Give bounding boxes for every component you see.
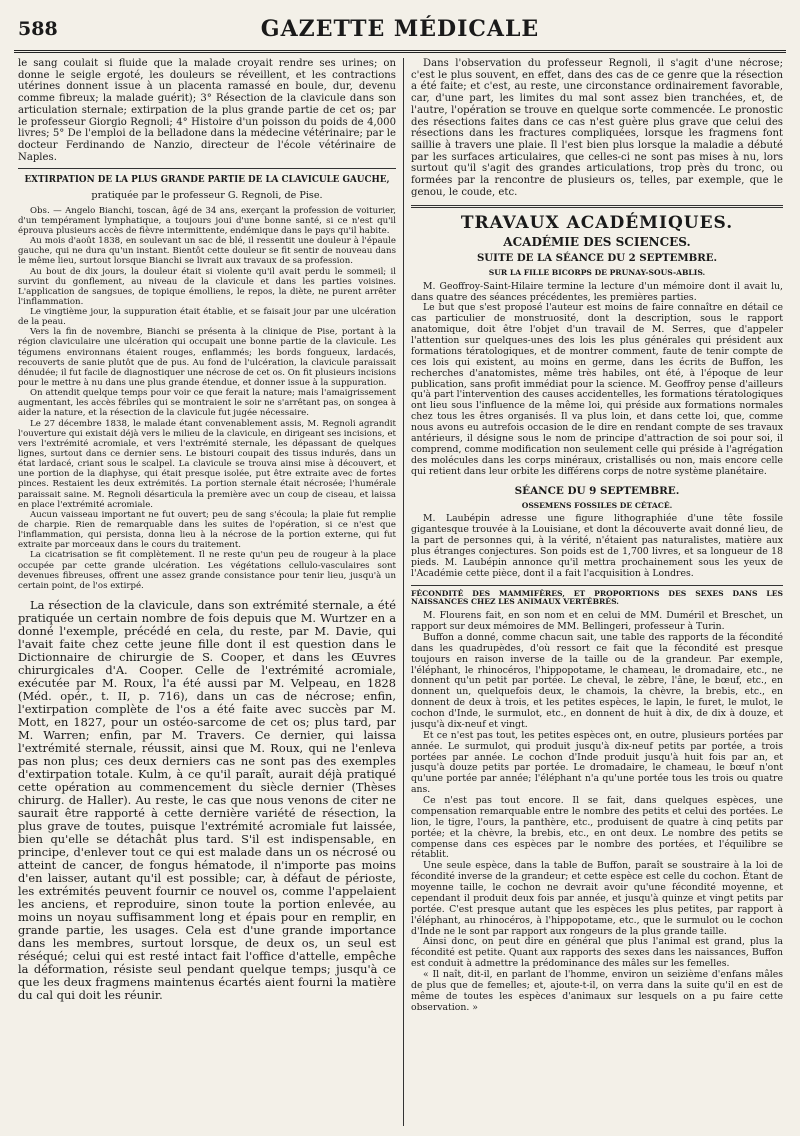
obs-paragraph: Aucun vaisseau important ne fut ouvert; peu de sang s'écoula; la plaie fut remplie de charpie. Rien de remarquable dans les suites de l'opération, si ce n'est que l'inflammation, qui persista, donna lieu à la nécrose de la portion externe, qui fut extraite par morceaux dans le cours du traitement.: [18, 509, 396, 551]
obs-paragraph: Au mois d'août 1838, en soulevant un sac de blé, il ressentit une douleur à l'épaule gauche, qui ne dura qu'un instant. Bientôt cette douleur se fit sentir de nouveau dans le même lieu, surtout lorsque Bianchi se livrait aux travaux de sa profession.: [18, 236, 396, 267]
right-column: [411, 58, 783, 1130]
commentary-paragraph: La résection de la clavicule, dans son extrémité sternale, a été pratiquée un certain nombre de fois depuis que M. Wurtzer en a donné l'exemple, précédé en cela, du reste, par M. Davie, qui l'avait faite chez cette jeune fille dont il est question dans le Dictionnaire de chirurgie de S. Cooper, et dans les Œuvres chirurgicales d'A. Cooper. Celle de l'extrémité acromiale, exécutée par M. Roux, l'a été aussi par M. Velpeau, en 1828 (Méd. opér., t. II, p. 716), dans un cas de nécrose; enfin, l'extirpation complète de l'os a été faite avec succès par M. Mott, en 1827, pour un ostéo-sarcome de cet os; plus tard, par M. Warren; enfin, par M. Travers. Ce dernier, qui laissa l'extrémité sternale, réussit, ainsi que M. Roux, qui ne l'enleva pas non plus; ces deux derniers cas ne sont pas des exemples d'extirpation totale. Kulm, à ce qu'il paraît, aurait déjà pratiqué cette opération au commencement du siècle dernier (Thèses chirurg. de Haller). Au reste, le cas que nous venons de citer ne saurait être rapporté à cette dernière variété de résection, la plus grave de toutes, puisque l'extrémité acromiale fut laissée, bien qu'elle se détachât plus tard. S'il est indispensable, en principe, d'enlever tout ce qui est malade dans un os nécrosé ou atteint de cancer, de fongus hématode, il n'importe pas moins d'en laisser, autant qu'il est possible; car, à défaut de périoste, les extrémités peuvent fournir ce nouvel os, comme l'appelaient les anciens, et reproduire, sinon toute la portion enlevée, au moins un noyau suffisamment long et épais pour en remplir, en grande partie, les usages. Cela est d'une grande importance dans les membres, surtout lorsque, de deux os, un seul est réséqué; celui qui est resté intact fait l'office d'attelle, empêche la déformation, résiste seul pendant quelque temps; jusqu'à ce que les deux fragmens maintenus écartés aient fourni la matière du cal qui doit les réunir.: [18, 598, 396, 1002]
section-rule: [18, 168, 396, 169]
page-number: 588: [18, 18, 58, 40]
report-paragraph: « Il naît, dit-il, en parlant de l'homme, environ un seizième d'enfans mâles de plus que de femelles; et, ajoute-t-il, on verra dans la suite qu'il en est de même de toutes les espèces d'animaux sur lesquels on a pu faire cette observation. »: [411, 969, 783, 1013]
journal-title: GAZETTE MÉDICALE: [260, 16, 540, 42]
obs-paragraph: Au bout de dix jours, la douleur était si violente qu'il avait perdu le sommeil; il survint du gonflement, au niveau de la clavicule et dans les parties voisines. L'application de sangsues, de topique émolliens, le repos, la diète, ne purent arrêter l'inflammation.: [18, 266, 396, 307]
academy-works-title: TRAVAUX ACADÉMIQUES.: [460, 213, 734, 234]
topic-rule: [411, 585, 783, 586]
seance-heading: SUITE DE LA SÉANCE DU 2 SEPTEMBRE.: [476, 252, 718, 265]
report-paragraph: Une seule espèce, dans la table de Buffon, paraît se soustraire à la loi de fécondité inverse de la grandeur; et cette espèce est celle du cochon. Étant de moyenne taille, le cochon ne devrait avoir qu'une fécondité moyenne, et cependant il produit deux fois par année, et jusqu'à quinze et vingt petits par portée. C'est presque autant que les espèces les plus petites, par rapport à l'éléphant, au rhinocéros, à l'hippopotame, etc., que le surmulot ou le cochon d'Inde ne le sont par rapport aux rongeurs de la plus grande taille.: [411, 860, 783, 937]
obs-paragraph: Le 27 décembre 1838, le malade étant convenablement assis, M. Regnoli agrandit l'ouverture qui existait déjà vers le milieu de la clavicule, en dirigeant ses incisions, et vers l'extrémité acromiale, et vers l'extrémité sternale, les dépassant de quelques lignes, surtout dans ce dernier sens. Le bistouri coupait des tissus indurés, dans un état lardacé, criant sous le scalpel. La clavicule se trouva ainsi mise à découvert, et une portion de la diaphyse, qui était presque isolée, put être extraite avec de fortes pinces. Restaient les deux extrémités. La portion sternale était nécrosée; l'humérale paraissait saine. M. Regnoli désarticula la première avec un coup de ciseau, et laissa en place l'extrémité acromiale.: [18, 418, 396, 510]
obs-paragraph: La cicatrisation se fit complètement. Il ne reste qu'un peu de rougeur à la place occupée par cette grande ulcération. Les végétations cellulo-vasculaires sont devenues fibreuses, offrent une assez grande consistance pour tenir lieu, jusqu'à un certain point, de l'os extirpé.: [18, 550, 396, 591]
obs-paragraph: On attendit quelque temps pour voir ce que ferait la nature; mais l'amaigrissement augmentant, les accès fébriles qui se montraient le soir ne s'arrêtant pas, on songea à aider la nature, et la résection de la clavicule fut jugée nécessaire.: [18, 388, 396, 419]
report-paragraph: Ce n'est pas tout encore. Il se fait, dans quelques espèces, une compensation remarquable entre le nombre des petits et celui des portées. Le lion, le tigre, l'ours, la panthère, etc., produisent de quatre à cinq petits par portée; et la chèvre, la brebis, etc., en ont deux. Le nombre des petits se compense dans ces espèces par le nombre des portées, et l'équilibre se rétablit.: [411, 795, 783, 861]
topic-heading: SUR LA FILLE BICORPS DE PRUNAY-SOUS-ABLIS.: [488, 267, 706, 277]
topic-heading: FÉCONDITÉ DES MAMMIFÈRES, ET PROPORTIONS DES SEXES DANS LES NAISSANCES CHEZ LES ANIMAUX VERTÉBRÉS.: [411, 588, 783, 607]
intro-paragraph: le sang coulait si fluide que la malade croyait rendre ses urines; on donne le seigle ergoté, les douleurs se réveillent, et les contractions utérines donnent issue à un placenta ramassé en boule, dur, devenu comme fibreux; la malade guérit); 3° Résection de la clavicule dans son articulation sternale; extirpation de la plus grande partie de cet os; par le professeur Giorgio Regnoli; 4° Histoire d'un poisson du poids de 4,000 livres; 5° De l'emploi de la belladone dans la médecine vétérinaire; par le docteur Ferdinando de Nanzio, directeur de l'école vétérinaire de Naples.: [18, 58, 396, 163]
obs-paragraph: Obs. — Angelo Bianchi, toscan, âgé de 34 ans, exerçant la profession de voiturier, d'un tempérament lymphatique, a toujours joui d'une bonne santé, si ce n'est qu'il éprouva plusieurs accès de fièvre intermittente, endémique dans le pays qu'il habite.: [18, 205, 396, 236]
section-subtitle: pratiquée par le professeur G. Regnoli, de Pise.: [91, 189, 323, 201]
report-paragraph: Buffon a donné, comme chacun sait, une table des rapports de la fécondité dans les quadrupèdes, d'où ressort ce fait que la fécondité est presque toujours en raison inverse de la taille ou de la grandeur. Par exemple, l'éléphant, le rhinocéros, l'hippopotame, le chameau, le dromadaire, etc., ne donnent qu'un petit par portée. Le cheval, le zèbre, l'âne, le bœuf, etc., en donnent un, quelquefois deux, le chamois, la chèvre, la brebis, etc., en donnent de deux à trois, et les petites espèces, le lapin, le furet, le mulot, le cochon d'Inde, le surmulot, etc., en donnent de huit à dix, de dix à douze, et jusqu'à dix-neuf et vingt.: [411, 631, 783, 730]
continuation-paragraph: Dans l'observation du professeur Regnoli, il s'agit d'une nécrose; c'est le plus souvent, en effet, dans des cas de ce genre que la résection a été faite; et c'est, au reste, une circonstance ordinairement favorable, car, d'une part, les limites du mal sont assez bien tranchées, et, de l'autre, l'opération se trouve en quelque sorte commencée. Le pronostic des résections faites dans ce cas n'est guère plus grave que celui des résections dans les fractures compliquées, lorsque les fragmens font saillie à travers une plaie. Il l'est bien plus lorsque la maladie a débuté par les surfaces articulaires, que celles-ci ne sont pas mises à nu, lors surtout qu'il s'agit des grandes articulations, trop près du tronc, ou formées par la rencontre de plusieurs os, telles, par exemple, que le genou, le coude, etc.: [411, 58, 783, 198]
obs-paragraph: Vers la fin de novembre, Bianchi se présenta à la clinique de Pise, portant à la région claviculaire une ulcération qui occupait une bonne partie de la clavicule. Les tégumens environnans étaient rouges, enflammés; les bords fongueux, lardacés, recouverts de sanie plutôt que de pus. Au fond de l'ulcération, la clavicule paraissait dénudée; il fut facile de diagnostiquer une nécrose de cet os. On fit plusieurs incisions pour le mettre à nu dans une plus grande étendue, et donner issue à la suppuration.: [18, 327, 396, 389]
report-paragraph: M. Laubépin adresse une figure lithographiée d'une tête fossile gigantesque trouvée à la Louisiane, et dont la découverte avait donné lieu, de la part de personnes qui, à la vérité, n'étaient pas naturalistes, matière aux plus étranges conjectures. Son poids est de 1,700 livres, et sa longueur de 18 pieds. M. Laubépin annonce qu'il mettra prochainement sous les yeux de l'Académie cette pièce, dont il a fait l'acquisition à Londres.: [411, 513, 783, 579]
academy-name: ACADÉMIE DES SCIENCES.: [503, 235, 691, 250]
report-paragraph: M. Flourens fait, en son nom et en celui de MM. Duméril et Breschet, un rapport sur deux mémoires de MM. Bellingeri, professeur à Turin.: [411, 610, 783, 633]
topic-heading: OSSEMENS FOSSILES DE CÉTACÉ.: [521, 500, 673, 510]
report-paragraph: Et ce n'est pas tout, les petites espèces ont, en outre, plusieurs portées par année. Le surmulot, qui produit jusqu'à dix-neuf petits par portée, a trois portées par année. Le cochon d'Inde produit jusqu'à huit fois par an, et jusqu'à douze petits par portée. Le dromadaire, le chameau, le bœuf n'ont qu'une portée par année; l'éléphant n'a qu'une portée tous les trois ou quatre ans.: [411, 729, 783, 796]
report-paragraph: Le but que s'est proposé l'auteur est moins de faire connaître en détail ce cas particulier de monstruosité, dont la description, sous le rapport anatomique, doit être l'objet d'un travail de M. Serres, que d'appeler l'attention sur quelques-unes des lois les plus générales qui président aux formations tératologiques, et de montrer comment, faute de tenir compte de ces lois qui existent, au moins en germe, dans les écrits de Buffon, les recherches d'anatomistes, même très habiles, ont été, à l'époque de leur publication, sans profit immédiat pour la science. M. Geoffroy pense d'ailleurs qu'à part l'intervention des causes accidentelles, les formations tératologiques ont lieu sous l'influence de la même loi, qui préside aux formations normales chez tous les êtres organisés. Il va plus loin, et dans cette loi, que, comme nous avons eu autrefois occasion de le dire en rendant compte de ses travaux antérieurs, il désigne sous le nom de principe d'attraction de soi pour soi, il comprend, comme modification non seulement celle qui préside à l'agrégation des molécules dans les corps minéraux, cristallisés ou non, mais encore celle qui retient dans leur orbite les différens corps de notre système planétaire.: [411, 302, 783, 477]
section-title: EXTIRPATION DE LA PLUS GRANDE PARTIE DE LA CLAVICULE GAUCHE,: [24, 175, 390, 186]
section-double-rule: [411, 205, 783, 208]
page-header: [14, 14, 786, 48]
report-paragraph: Ainsi donc, on peut dire en général que plus l'animal est grand, plus la fécondité est petite. Quant aux rapports des sexes dans les naissances, Buffon est conduit à admettre la prédominance des mâles sur les femelles.: [411, 936, 783, 970]
left-column: [18, 58, 396, 1130]
obs-paragraph: Le vingtième jour, la suppuration était établie, et se faisait jour par une ulcération de la peau.: [18, 307, 396, 328]
header-rule: [14, 50, 786, 53]
column-divider: [403, 58, 404, 1126]
report-paragraph: M. Geoffroy-Saint-Hilaire termine la lecture d'un mémoire dont il avait lu, dans quatre des séances précédentes, les premières parties.: [411, 280, 783, 303]
seance-heading: SÉANCE DU 9 SEPTEMBRE.: [514, 485, 680, 498]
